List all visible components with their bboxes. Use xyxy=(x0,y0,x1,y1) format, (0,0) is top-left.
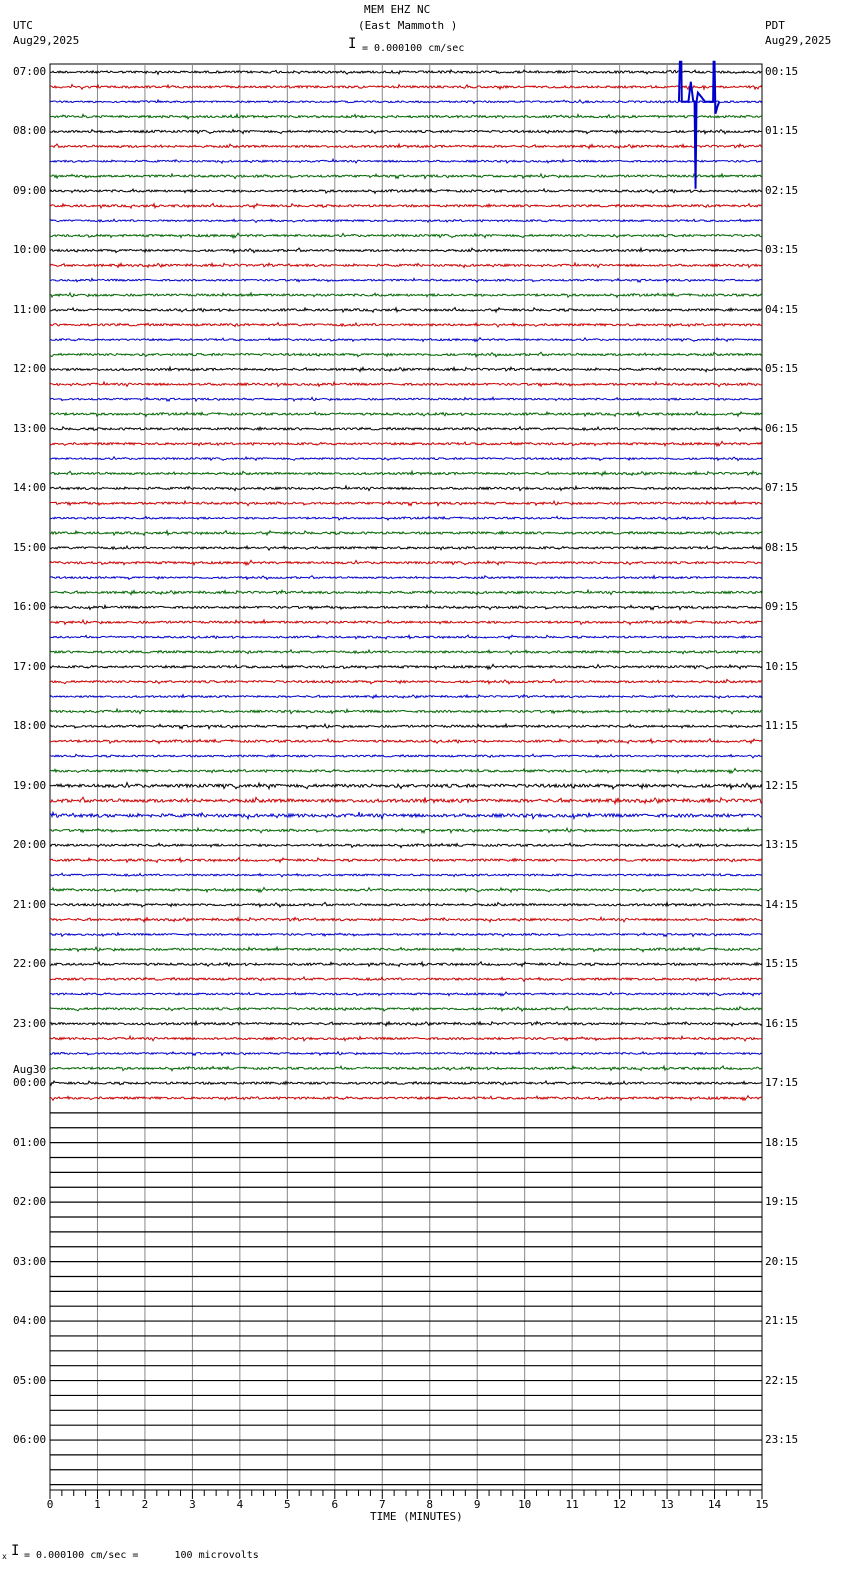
seismic-trace xyxy=(50,739,762,744)
seismic-trace xyxy=(50,858,762,863)
scale-bar-icon: I xyxy=(348,36,357,52)
utc-hour-label: 19:00 xyxy=(13,778,47,792)
seismic-trace xyxy=(50,576,762,580)
seismic-trace xyxy=(50,100,762,104)
seismic-trace xyxy=(50,1052,762,1056)
seismic-trace xyxy=(50,382,762,387)
pdt-hour-label: 02:15 xyxy=(765,183,799,197)
pdt-hour-label: 03:15 xyxy=(765,243,799,257)
utc-hour-label: 09:00 xyxy=(13,183,47,197)
seismic-trace xyxy=(50,130,762,134)
pdt-hour-label: 06:15 xyxy=(765,421,799,435)
pdt-hour-label: 05:15 xyxy=(765,362,799,376)
x-tick-label: 2 xyxy=(141,1498,149,1511)
seismic-trace xyxy=(50,471,762,475)
seismic-trace xyxy=(50,144,762,149)
left-timezone: UTC xyxy=(13,19,33,32)
seismic-trace xyxy=(50,1096,762,1101)
x-tick-label: 14 xyxy=(707,1498,722,1511)
scale-label: = 0.000100 cm/sec xyxy=(362,43,465,54)
utc-hour-label: 18:00 xyxy=(13,719,47,733)
utc-hour-label: 02:00 xyxy=(13,1195,47,1209)
seismic-trace xyxy=(50,962,762,967)
utc-hour-label: 05:00 xyxy=(13,1373,47,1387)
pdt-hour-label: 14:15 xyxy=(765,897,799,911)
utc-hour-label: 10:00 xyxy=(13,243,47,257)
x-tick-label: 3 xyxy=(189,1498,196,1511)
seismic-trace xyxy=(50,709,762,714)
x-tick-label: 9 xyxy=(473,1498,481,1511)
seismic-trace xyxy=(50,754,762,758)
utc-hour-label: 17:00 xyxy=(13,659,47,673)
right-date: Aug29,2025 xyxy=(765,34,832,47)
seismic-trace xyxy=(50,1007,762,1012)
seismic-trace xyxy=(50,620,762,625)
seismic-trace xyxy=(50,888,762,893)
pdt-hour-label: 18:15 xyxy=(765,1135,799,1149)
x-tick-label: 10 xyxy=(518,1498,532,1511)
seismic-trace xyxy=(50,516,762,520)
seismic-trace xyxy=(50,203,762,208)
seismic-trace xyxy=(50,219,762,222)
x-tick-label: 15 xyxy=(755,1498,769,1511)
seismic-trace xyxy=(50,263,762,268)
seismic-trace xyxy=(50,843,762,847)
utc-hour-label: 21:00 xyxy=(13,897,47,911)
seismic-trace xyxy=(50,397,762,401)
seismic-trace xyxy=(50,695,762,699)
seismic-trace xyxy=(50,797,762,804)
seismic-trace xyxy=(50,367,762,372)
pdt-hour-label: 11:15 xyxy=(765,719,799,733)
seismic-trace xyxy=(50,1081,762,1085)
seismic-trace xyxy=(50,635,762,639)
seismic-trace xyxy=(50,992,762,996)
x-axis-label: TIME (MINUTES) xyxy=(370,1510,463,1523)
seismic-trace xyxy=(50,933,762,937)
station-title: MEM EHZ NC xyxy=(364,3,431,16)
utc-hour-label: 15:00 xyxy=(13,540,47,554)
seismic-trace xyxy=(50,605,762,610)
pdt-hour-label: 19:15 xyxy=(765,1195,799,1209)
utc-hour-label: 22:00 xyxy=(13,957,47,971)
seismic-trace xyxy=(50,947,762,952)
utc-hour-label: 01:00 xyxy=(13,1135,47,1149)
seismic-trace xyxy=(50,114,762,119)
seismic-trace xyxy=(50,590,762,595)
seismic-trace xyxy=(50,174,762,179)
seismic-trace xyxy=(50,531,762,536)
pdt-hour-label: 16:15 xyxy=(765,1016,799,1030)
seismic-trace xyxy=(50,486,762,491)
x-tick-label: 4 xyxy=(236,1498,244,1511)
seismic-trace xyxy=(50,1021,762,1026)
seismic-trace xyxy=(50,812,762,819)
seismic-trace xyxy=(50,977,762,981)
pdt-hour-label: 13:15 xyxy=(765,838,799,852)
seismic-trace xyxy=(50,427,762,431)
x-tick-label: 12 xyxy=(613,1498,627,1511)
x-tick-label: 7 xyxy=(378,1498,386,1511)
seismic-trace xyxy=(50,85,762,90)
utc-hour-label: 20:00 xyxy=(13,838,47,852)
pdt-hour-label: 15:15 xyxy=(765,957,799,971)
seismic-trace xyxy=(50,769,762,774)
seismic-trace xyxy=(50,828,762,833)
pdt-hour-label: 00:15 xyxy=(765,65,799,78)
seismic-trace xyxy=(50,917,762,922)
pdt-hour-label: 23:15 xyxy=(765,1433,799,1447)
seismic-trace xyxy=(50,501,762,506)
utc-hour-label: 08:00 xyxy=(13,124,47,138)
x-tick-label: 11 xyxy=(565,1498,579,1511)
seismic-trace xyxy=(50,1066,762,1071)
x-tick-label: 0 xyxy=(46,1498,54,1511)
utc-hour-label: 14:00 xyxy=(13,481,47,495)
seismic-trace xyxy=(50,457,762,461)
seismic-trace xyxy=(50,233,762,238)
seismic-trace xyxy=(50,560,762,565)
pdt-hour-label: 01:15 xyxy=(765,124,799,138)
station-location: (East Mammoth ) xyxy=(358,19,458,32)
pdt-hour-label: 04:15 xyxy=(765,302,799,316)
seismic-trace xyxy=(50,412,762,417)
footer-scale-bar-icon: I xyxy=(11,1543,20,1559)
x-tick-label: 13 xyxy=(660,1498,674,1511)
pdt-hour-label: 20:15 xyxy=(765,1254,799,1268)
seismic-trace xyxy=(50,189,762,193)
utc-hour-label: 12:00 xyxy=(13,362,47,376)
seismic-trace xyxy=(50,308,762,313)
utc-hour-label: 00:00 xyxy=(13,1076,47,1090)
footer-scale-note: = 0.000100 cm/sec = 100 microvolts xyxy=(24,1550,259,1561)
date-change-label: Aug30 xyxy=(13,1063,47,1077)
x-tick-label: 5 xyxy=(284,1498,291,1511)
utc-hour-label: 16:00 xyxy=(13,600,47,614)
seismic-trace xyxy=(50,902,762,907)
seismic-trace xyxy=(50,546,762,550)
footer-prefix: x xyxy=(2,1552,7,1561)
utc-hour-label: 04:00 xyxy=(13,1314,47,1328)
utc-hour-label: 07:00 xyxy=(13,65,47,78)
utc-hour-label: 23:00 xyxy=(13,1016,47,1030)
right-timezone: PDT xyxy=(765,19,785,32)
pdt-hour-label: 17:15 xyxy=(765,1076,799,1090)
x-tick-label: 8 xyxy=(426,1498,434,1511)
pdt-hour-label: 07:15 xyxy=(765,481,799,495)
pdt-hour-label: 10:15 xyxy=(765,659,799,673)
seismic-trace xyxy=(50,873,762,877)
seismic-trace xyxy=(50,1036,762,1041)
seismic-trace xyxy=(50,278,762,282)
pdt-hour-label: 22:15 xyxy=(765,1373,799,1387)
seismic-trace xyxy=(50,664,762,669)
seismic-trace xyxy=(50,679,762,684)
seismic-trace xyxy=(50,352,762,357)
seismic-trace xyxy=(50,159,762,163)
left-date: Aug29,2025 xyxy=(13,34,80,47)
seismic-trace xyxy=(50,441,762,446)
seismic-trace xyxy=(50,323,762,327)
x-tick-label: 1 xyxy=(94,1498,101,1511)
pdt-hour-label: 08:15 xyxy=(765,540,799,554)
utc-hour-label: 11:00 xyxy=(13,302,47,316)
pdt-hour-label: 09:15 xyxy=(765,600,799,614)
pdt-hour-label: 21:15 xyxy=(765,1314,799,1328)
seismic-trace xyxy=(50,783,762,789)
seismic-trace xyxy=(50,70,762,74)
earthquake-event-trace xyxy=(679,62,719,189)
utc-hour-label: 03:00 xyxy=(13,1254,47,1268)
utc-hour-label: 06:00 xyxy=(13,1433,47,1447)
seismic-trace xyxy=(50,248,762,253)
utc-hour-label: 13:00 xyxy=(13,421,47,435)
pdt-hour-label: 12:15 xyxy=(765,778,799,792)
seismic-trace xyxy=(50,724,762,729)
seismic-trace xyxy=(50,338,762,342)
seismic-trace xyxy=(50,293,762,298)
seismic-trace xyxy=(50,650,762,654)
x-tick-label: 6 xyxy=(331,1498,339,1511)
